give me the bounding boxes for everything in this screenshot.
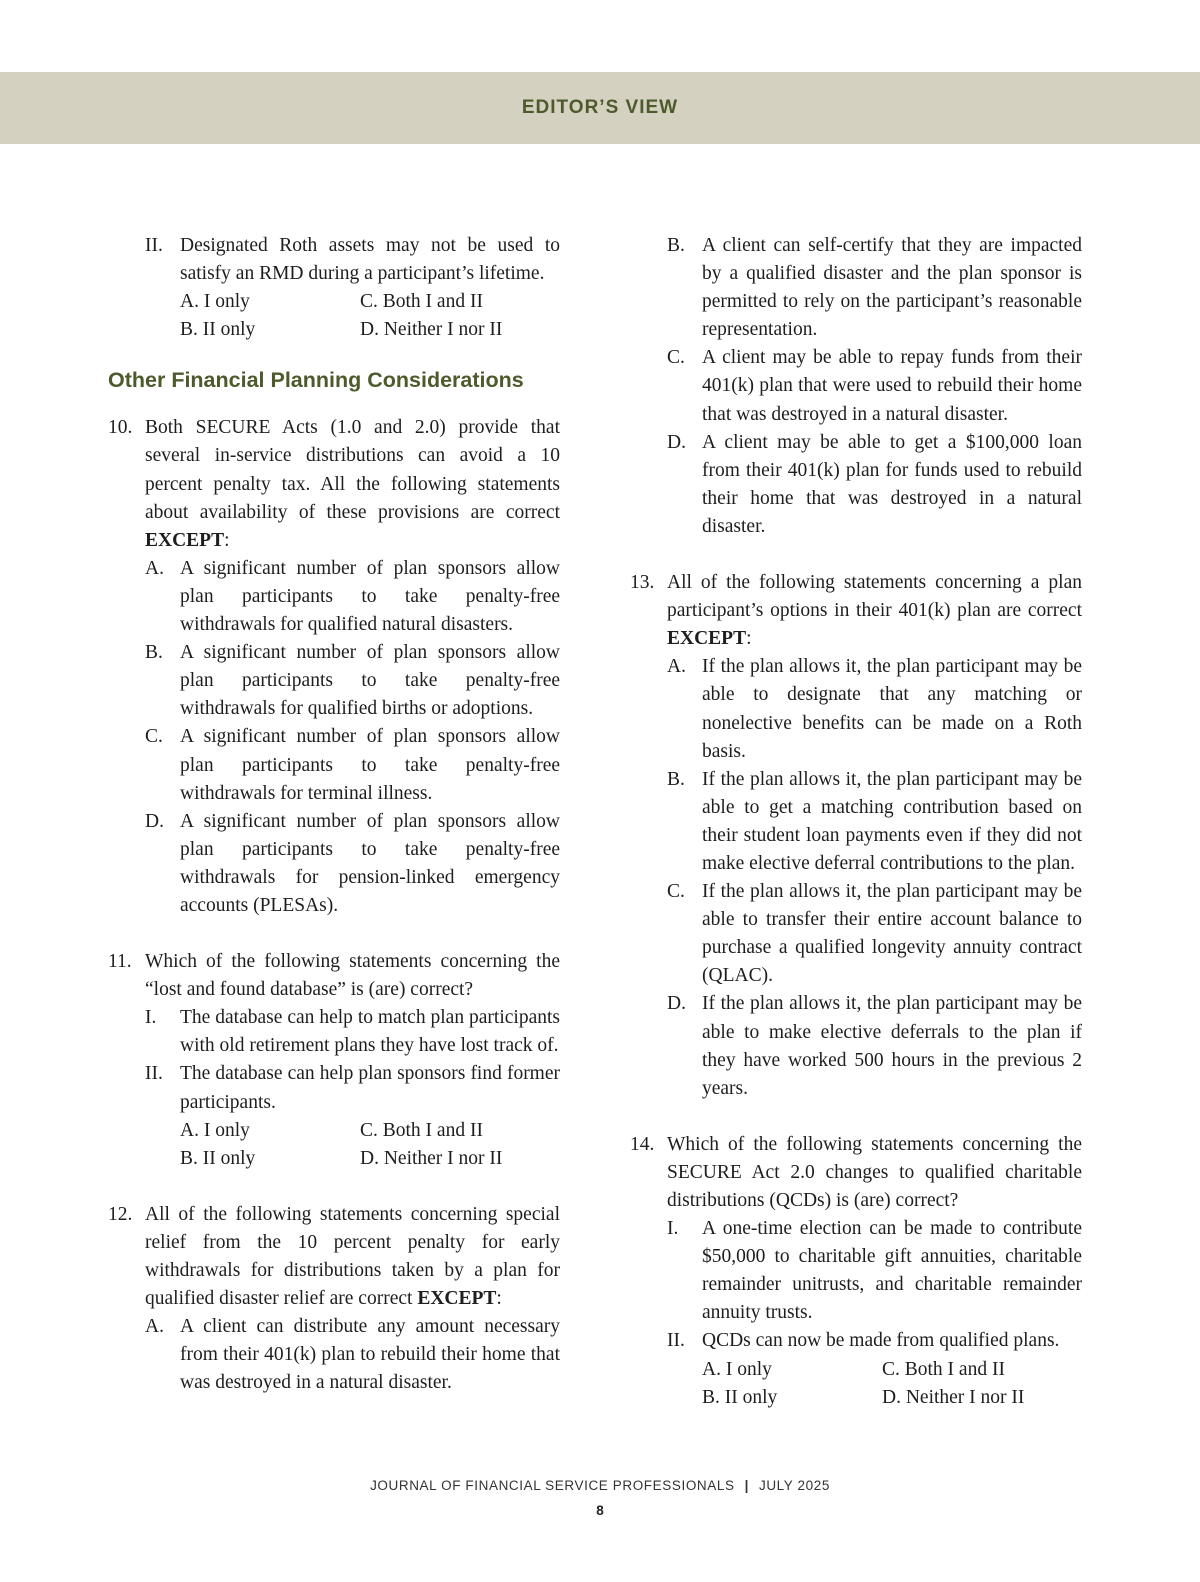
answer-a: A. I only [180,291,250,313]
right-column [630,232,1082,1412]
answer-a: A. I only [180,1119,250,1141]
answer-choices [180,1117,560,1173]
statement-i: I. A one-time election can be made to contribute $50,000 to charitable gift annuities, charitable remainder unitrusts, and charitable remainder annuity trusts. [667,1218,1082,1324]
statement-text: Designated Roth assets may not be used to satisfy an RMD during a participant’s lifetime. [180,235,560,285]
section-banner [0,72,1200,144]
option-d: D. If the plan allows it, the plan participant may be able to make elective deferrals to the plan if they have worked 500 hours in the previous 2 years. [667,993,1082,1099]
question-stem: All of the following statements concerning a plan participant’s options in their 401(k) plan are correct EXCEPT: [667,572,1082,650]
question-stem: Which of the following statements concerning the “lost and found database” is (are) correct? [145,951,560,1001]
question-14 [630,1131,1082,1412]
question-9-continued [108,232,560,344]
except-keyword: EXCEPT [417,1288,497,1310]
banner-title: EDITOR’S VIEW [521,97,679,118]
question-11 [108,948,560,1173]
answer-b: B. II only [180,319,256,341]
question-number: 14. [630,1133,655,1155]
option-d: D. A client may be able to get a $100,000 loan from their 401(k) plan for funds used to rebuild their home that was destroyed in a natural disaster. [667,431,1082,537]
statement-ii [145,232,560,288]
question-number: 10. [108,417,133,439]
page-footer [0,1478,1200,1493]
answer-choices [702,1356,1082,1412]
statement-i: I. The database can help to match plan participants with old retirement plans they have lost track of. [145,1007,560,1057]
answer-c: C. Both I and II [882,1358,1005,1380]
option-a: A. If the plan allows it, the plan participant may be able to designate that any matching or nonelective benefits can be made on a Roth basis. [667,656,1082,762]
answer-d: D. Neither I nor II [360,1147,503,1169]
question-10 [108,414,560,920]
footer-separator: | [744,1478,749,1493]
section-heading: Other Financial Planning Considerations [108,368,524,393]
question-13 [630,569,1082,1103]
answer-b: B. II only [180,1147,256,1169]
answer-c: C. Both I and II [360,1119,483,1141]
question-12-continued [630,232,1082,541]
except-keyword: EXCEPT [145,529,225,551]
answer-b: B. II only [702,1386,778,1408]
answer-d: D. Neither I nor II [360,319,503,341]
statement-ii: II. QCDs can now be made from qualified plans. [667,1330,1060,1352]
statement-ii: II. The database can help plan sponsors find former participants. [145,1063,560,1113]
option-b: B. A significant number of plan sponsors allow plan participants to take penalty-free withdrawals for qualified births or adoptions. [145,642,560,720]
option-c: C. A significant number of plan sponsors allow plan participants to take penalty-free withdrawals for terminal illness. [145,726,560,804]
question-12 [108,1201,560,1398]
option-b: B. If the plan allows it, the plan participant may be able to get a matching contribution based on their student loan payments even if they did not make elective deferral contributions to the plan. [667,768,1082,874]
question-number: 12. [108,1203,133,1225]
statement-label: II. [145,235,163,256]
option-c: C. A client may be able to repay funds from their 401(k) plan that were used to rebuild their home that was destroyed in a natural disaster. [667,347,1082,425]
question-stem: Which of the following statements concerning the SECURE Act 2.0 changes to qualified charitable distributions (QCDs) is (are) correct? [667,1133,1082,1211]
option-c: C. If the plan allows it, the plan participant may be able to transfer their entire account balance to purchase a qualified longevity annuity contract (QLAC). [667,881,1082,987]
question-number: 11. [108,951,132,973]
answer-a: A. I only [702,1358,772,1380]
option-b: B. A client can self-certify that they are impacted by a qualified disaster and the plan sponsor is permitted to rely on the participant’s reasonable representation. [667,235,1082,341]
option-a: A. A significant number of plan sponsors allow plan participants to take penalty-free withdrawals for qualified natural disasters. [145,557,560,636]
journal-name: JOURNAL OF FINANCIAL SERVICE PROFESSIONALS [370,1478,735,1493]
answer-choices [180,288,560,344]
except-keyword: EXCEPT [667,628,747,650]
option-d: D. A significant number of plan sponsors allow plan participants to take penalty-free withdrawals for pension-linked emergency accounts (PLESAs). [145,810,560,916]
issue-date: JULY 2025 [758,1478,830,1493]
answer-c: C. Both I and II [360,291,483,313]
page-number: 8 [596,1503,604,1518]
question-stem: Both SECURE Acts (1.0 and 2.0) provide that several in-service distributions can avoid a 10 percent penalty tax. All the following statements about availability of these provisions are correct EXCEPT: [145,417,560,551]
question-stem: All of the following statements concerning special relief from the 10 percent penalty for early withdrawals for distributions taken by a plan for qualified disaster relief are correct EXCEPT: [145,1203,560,1310]
option-a: A. A client can distribute any amount necessary from their 401(k) plan to rebuild their home that was destroyed in a natural disaster. [145,1316,560,1394]
answer-d: D. Neither I nor II [882,1386,1025,1408]
question-number: 13. [630,572,655,594]
left-column [108,232,560,1397]
